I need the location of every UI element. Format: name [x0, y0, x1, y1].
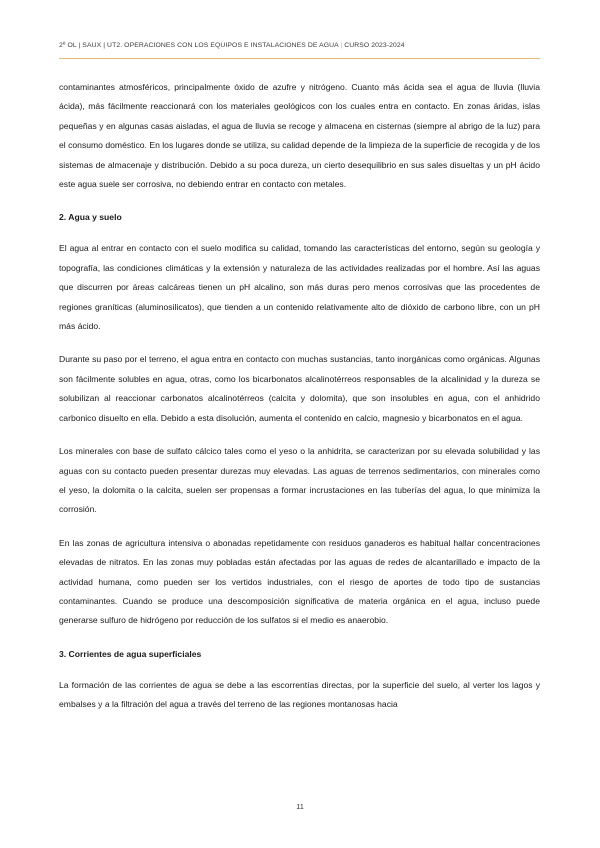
section-heading-agua-y-suelo: 2. Agua y suelo	[59, 212, 122, 223]
section-heading-corrientes: 3. Corrientes de agua superficiales	[59, 648, 202, 659]
paragraph: Durante su paso por el terreno, el agua entra en contacto con muchas sustancias, tanto inorgánicas como orgánicas. Algunas son fácilmente solubles en agua, otras, como los bicarbonatos alcalinotérreos responsables de la alcalinidad y la dureza se solubilizan al reaccionar carbonatos alcalinotérreos (calcita y dolomita), que son insolubles en agua, con el anhidrido carbonico disuelto en ella. Debido a esta disolución, aumenta el contenido en calcio, magnesio y bicarbonatos en el agua.	[59, 354, 540, 423]
header-course-title: 2º OL | SAUX | UT2. OPERACIONES CON LOS EQUIPOS E INSTALACIONES DE AGUA	[59, 42, 339, 49]
body-text	[59, 78, 540, 729]
paragraph: contaminantes atmosféricos, principalmente óxido de azufre y nitrógeno. Cuanto más ácida sea el agua de lluvia (lluvia ácida), más fácilmente reaccionará con los materiales geológicos con los cuales entra en contacto. En zonas áridas, islas pequeñas y en algunas casas aisladas, el agua de lluvia se recoge y almacena en cisternas (siempre al abrigo de la luz) para el consumo doméstico. En los lugares donde se utiliza, su calidad depende de la limpieza de la superficie de recogida y de los sistemas de almacenaje y distribución. Debido a su poca dureza, un cierto desequilibrio en sus sales disueltas y un pH ácido este agua suele ser corrosiva, no debiendo entrar en contacto con metales.	[59, 82, 540, 190]
running-header	[59, 42, 540, 49]
paragraph: La formación de las corrientes de agua se debe a las escorrentías directas, por la superficie del suelo, al verter los lagos y embalses y a la filtración del agua a través del terreno de las regiones montanosas hacia	[59, 679, 540, 710]
page-number: 11	[296, 802, 304, 811]
header-separator: |	[338, 42, 345, 49]
paragraph: En las zonas de agricultura intensiva o abonadas repetidamente con residuos ganaderos es habitual hallar concentraciones elevadas de nitratos. En las zonas muy pobladas están afectadas por las aguas de redes de alcantarillado e impacto de la actividad humana, como pueden ser los vertidos industriales, con el riesgo de aportes de todo tipo de sustancias contaminantes. Cuando se produce una descomposición significativa de materia orgánica en el agua, incluso puede generarse sulfuro de hidrógeno por reducción de los sulfatos si el medio es anaerobio.	[59, 537, 540, 626]
header-divider	[59, 58, 540, 59]
paragraph: El agua al entrar en contacto con el suelo modifica su calidad, tomando las características del entorno, según su geología y topografía, las condiciones climáticas y la extensión y naturaleza de las actividades realizadas por el hombre. Así las aguas que discurren por áreas calcáreas tienen un pH alcalino, son más duras pero menos corrosivas que las procedentes de regiones graníticas (aluminosilicatos), que tienden a un contenido relativamente alto de dióxido de carbono libre, con un pH más ácido.	[59, 243, 540, 332]
header-school-year: CURSO 2023-2024	[344, 42, 405, 49]
paragraph: Los minerales con base de sulfato cálcico tales como el yeso o la anhidrita, se caracterizan por su elevada solubilidad y las aguas con su contacto pueden presentar durezas muy elevadas. Las aguas de terrenos sedimentarios, con minerales como el yeso, la dolomita o la calcita, suelen ser propensas a formar incrustaciones en las tuberías del agua, lo que minimiza la corrosión.	[59, 446, 540, 515]
